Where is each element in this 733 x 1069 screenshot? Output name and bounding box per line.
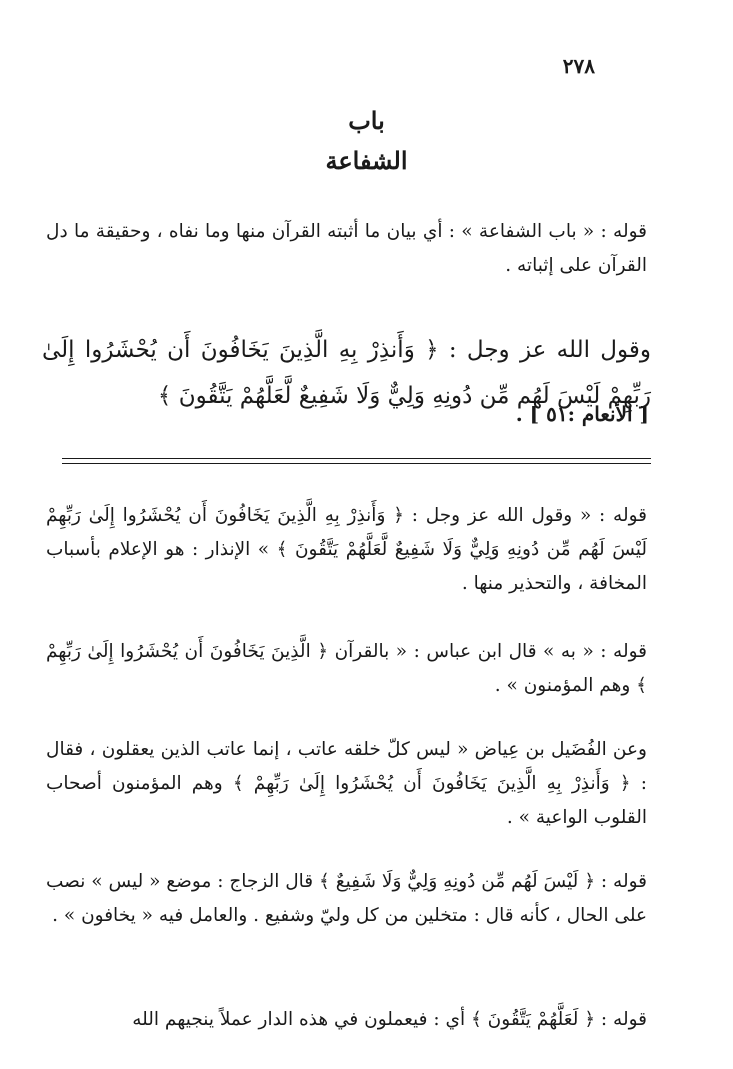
commentary-paragraph-5: قوله : ﴿ لَعَلَّهُمْ يَتَّقُونَ ﴾ أي : فيعملون في هذه الدار عملاً ينجيهم الله — [132, 1008, 647, 1030]
chapter-title-bab: باب — [348, 106, 385, 135]
divider-rule-thin — [62, 463, 651, 464]
commentary-paragraph-3: وعن الفُضَيل بن عِياض « ليس كلّ خلقه عاتب ، إنما عاتب الذين يعقلون ، فقال : ﴿ وَأَنذِرْ بِهِ الَّذِينَ يَخَافُونَ أَن يُحْشَرُوا إِلَىٰ رَبِّهِمْ ﴾ وهم المؤمنون أصحاب القلوب الواعية » . — [46, 738, 647, 828]
divider-rule-thick — [62, 458, 651, 459]
main-verse: وقول الله عز وجل : ﴿ وَأَنذِرْ بِهِ الَّذِينَ يَخَافُونَ أَن يُحْشَرُوا إِلَىٰ رَبِّهِمْ لَيْسَ لَهُم مِّن دُونِهِ وَلِيٌّ وَلَا شَفِيعٌ لَّعَلَّهُمْ يَتَّقُونَ ﴾ — [42, 337, 651, 409]
verse-reference: [ الأنعام :٥١ ] . — [515, 402, 649, 426]
commentary-paragraph-1: قوله : « وقول الله عز وجل : ﴿ وَأَنذِرْ بِهِ الَّذِينَ يَخَافُونَ أَن يُحْشَرُوا إِلَىٰ رَبِّهِمْ لَيْسَ لَهُم مِّن دُونِهِ وَلِيٌّ وَلَا شَفِيعٌ لَّعَلَّهُمْ يَتَّقُونَ ﴾ » الإنذار : هو الإعلام بأسباب المخافة ، والتحذير منها . — [46, 504, 647, 594]
commentary-paragraph-2: قوله : « به » قال ابن عباس : « بالقرآن ﴿ الَّذِينَ يَخَافُونَ أَن يُحْشَرُوا إِلَىٰ رَبِّهِمْ ﴾ وهم المؤمنون » . — [46, 640, 647, 696]
commentary-paragraph-4: قوله : ﴿ لَيْسَ لَهُم مِّن دُونِهِ وَلِيٌّ وَلَا شَفِيعٌ ﴾ قال الزجاج : موضع « ليس » نصب على الحال ، كأنه قال : متخلين من كل وليّ وشفيع . والعامل فيه « يخافون » . — [46, 870, 647, 926]
chapter-title-shafaa: الشفاعة — [325, 146, 408, 175]
intro-paragraph: قوله : « باب الشفاعة » : أي بيان ما أثبته القرآن منها وما نفاه ، وحقيقة ما دل القرآن على إثباته . — [46, 220, 647, 276]
page-number: ٢٧٨ — [562, 54, 595, 78]
